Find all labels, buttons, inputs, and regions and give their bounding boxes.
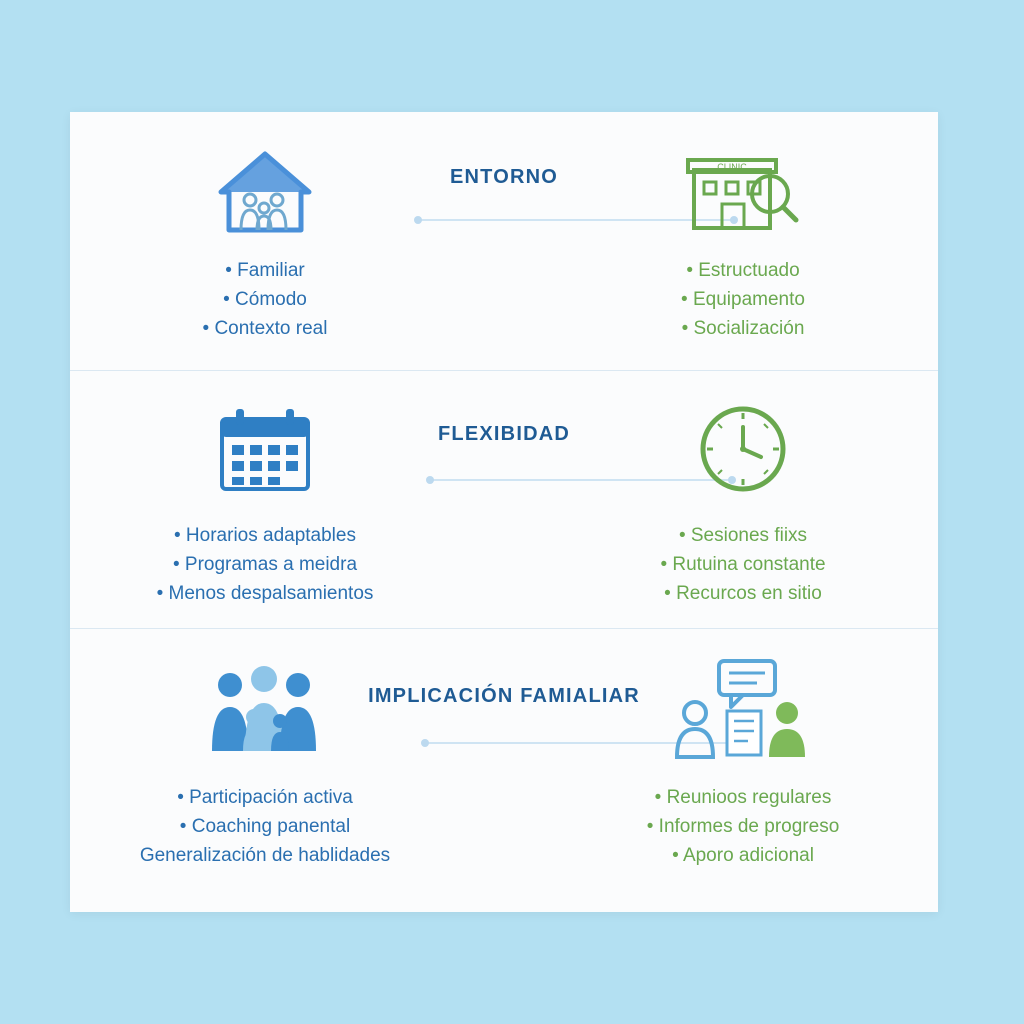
bullet-list xyxy=(100,521,430,608)
bullet-list xyxy=(578,521,908,608)
svg-text:CLINIC: CLINIC xyxy=(717,162,747,172)
meeting-report-icon xyxy=(578,659,908,759)
bullet-list xyxy=(578,256,908,343)
list-item: • Socialización xyxy=(681,318,805,339)
list-item: • Reunioos regulares xyxy=(654,787,832,808)
column-schedule xyxy=(100,399,430,608)
column-family-group xyxy=(100,659,430,870)
section-entorno xyxy=(70,112,938,370)
list-item: • Recurcos en sitio xyxy=(664,583,822,604)
section-title: FLEXIBIDAD xyxy=(438,423,570,445)
column-home xyxy=(100,142,430,343)
bullet-list xyxy=(100,256,430,343)
list-item: • Equipamento xyxy=(681,289,805,310)
list-item: • Familiar xyxy=(225,260,305,281)
list-item: • Estructuado xyxy=(686,260,800,281)
list-item: • Sesiones fiixs xyxy=(678,525,808,546)
list-item: • Cómodo xyxy=(223,289,307,310)
section-title: IMPLICACIÓN FAMIALIAR xyxy=(368,685,640,707)
house-family-icon xyxy=(100,142,430,242)
list-item: • Coaching panental xyxy=(179,816,351,837)
list-item: • Horarios adaptables xyxy=(174,525,356,546)
list-item: Generalización de hablidades xyxy=(139,845,391,866)
list-item: • Contexto real xyxy=(202,318,328,339)
list-item: • Participación activa xyxy=(177,787,353,808)
bullet-list xyxy=(578,783,908,870)
clock-icon xyxy=(578,399,908,499)
section-implicacion-familiar xyxy=(70,628,938,886)
comparison-card xyxy=(70,112,938,912)
section-flexibidad xyxy=(70,370,938,628)
list-item: • Menos despalsamientos xyxy=(156,583,374,604)
bullet-list xyxy=(100,783,430,870)
list-item: • Informes de progreso xyxy=(646,816,840,837)
list-item: • Aporo adicional xyxy=(672,845,814,866)
calendar-icon xyxy=(100,399,430,499)
column-meeting xyxy=(578,659,908,870)
section-title: ENTORNO xyxy=(449,166,559,188)
column-clock xyxy=(578,399,908,608)
list-item: • Rutuina constante xyxy=(660,554,826,575)
family-group-icon xyxy=(100,659,430,759)
clinic-building-icon xyxy=(578,142,908,242)
column-clinic xyxy=(578,142,908,343)
list-item: • Programas a meidra xyxy=(172,554,358,575)
